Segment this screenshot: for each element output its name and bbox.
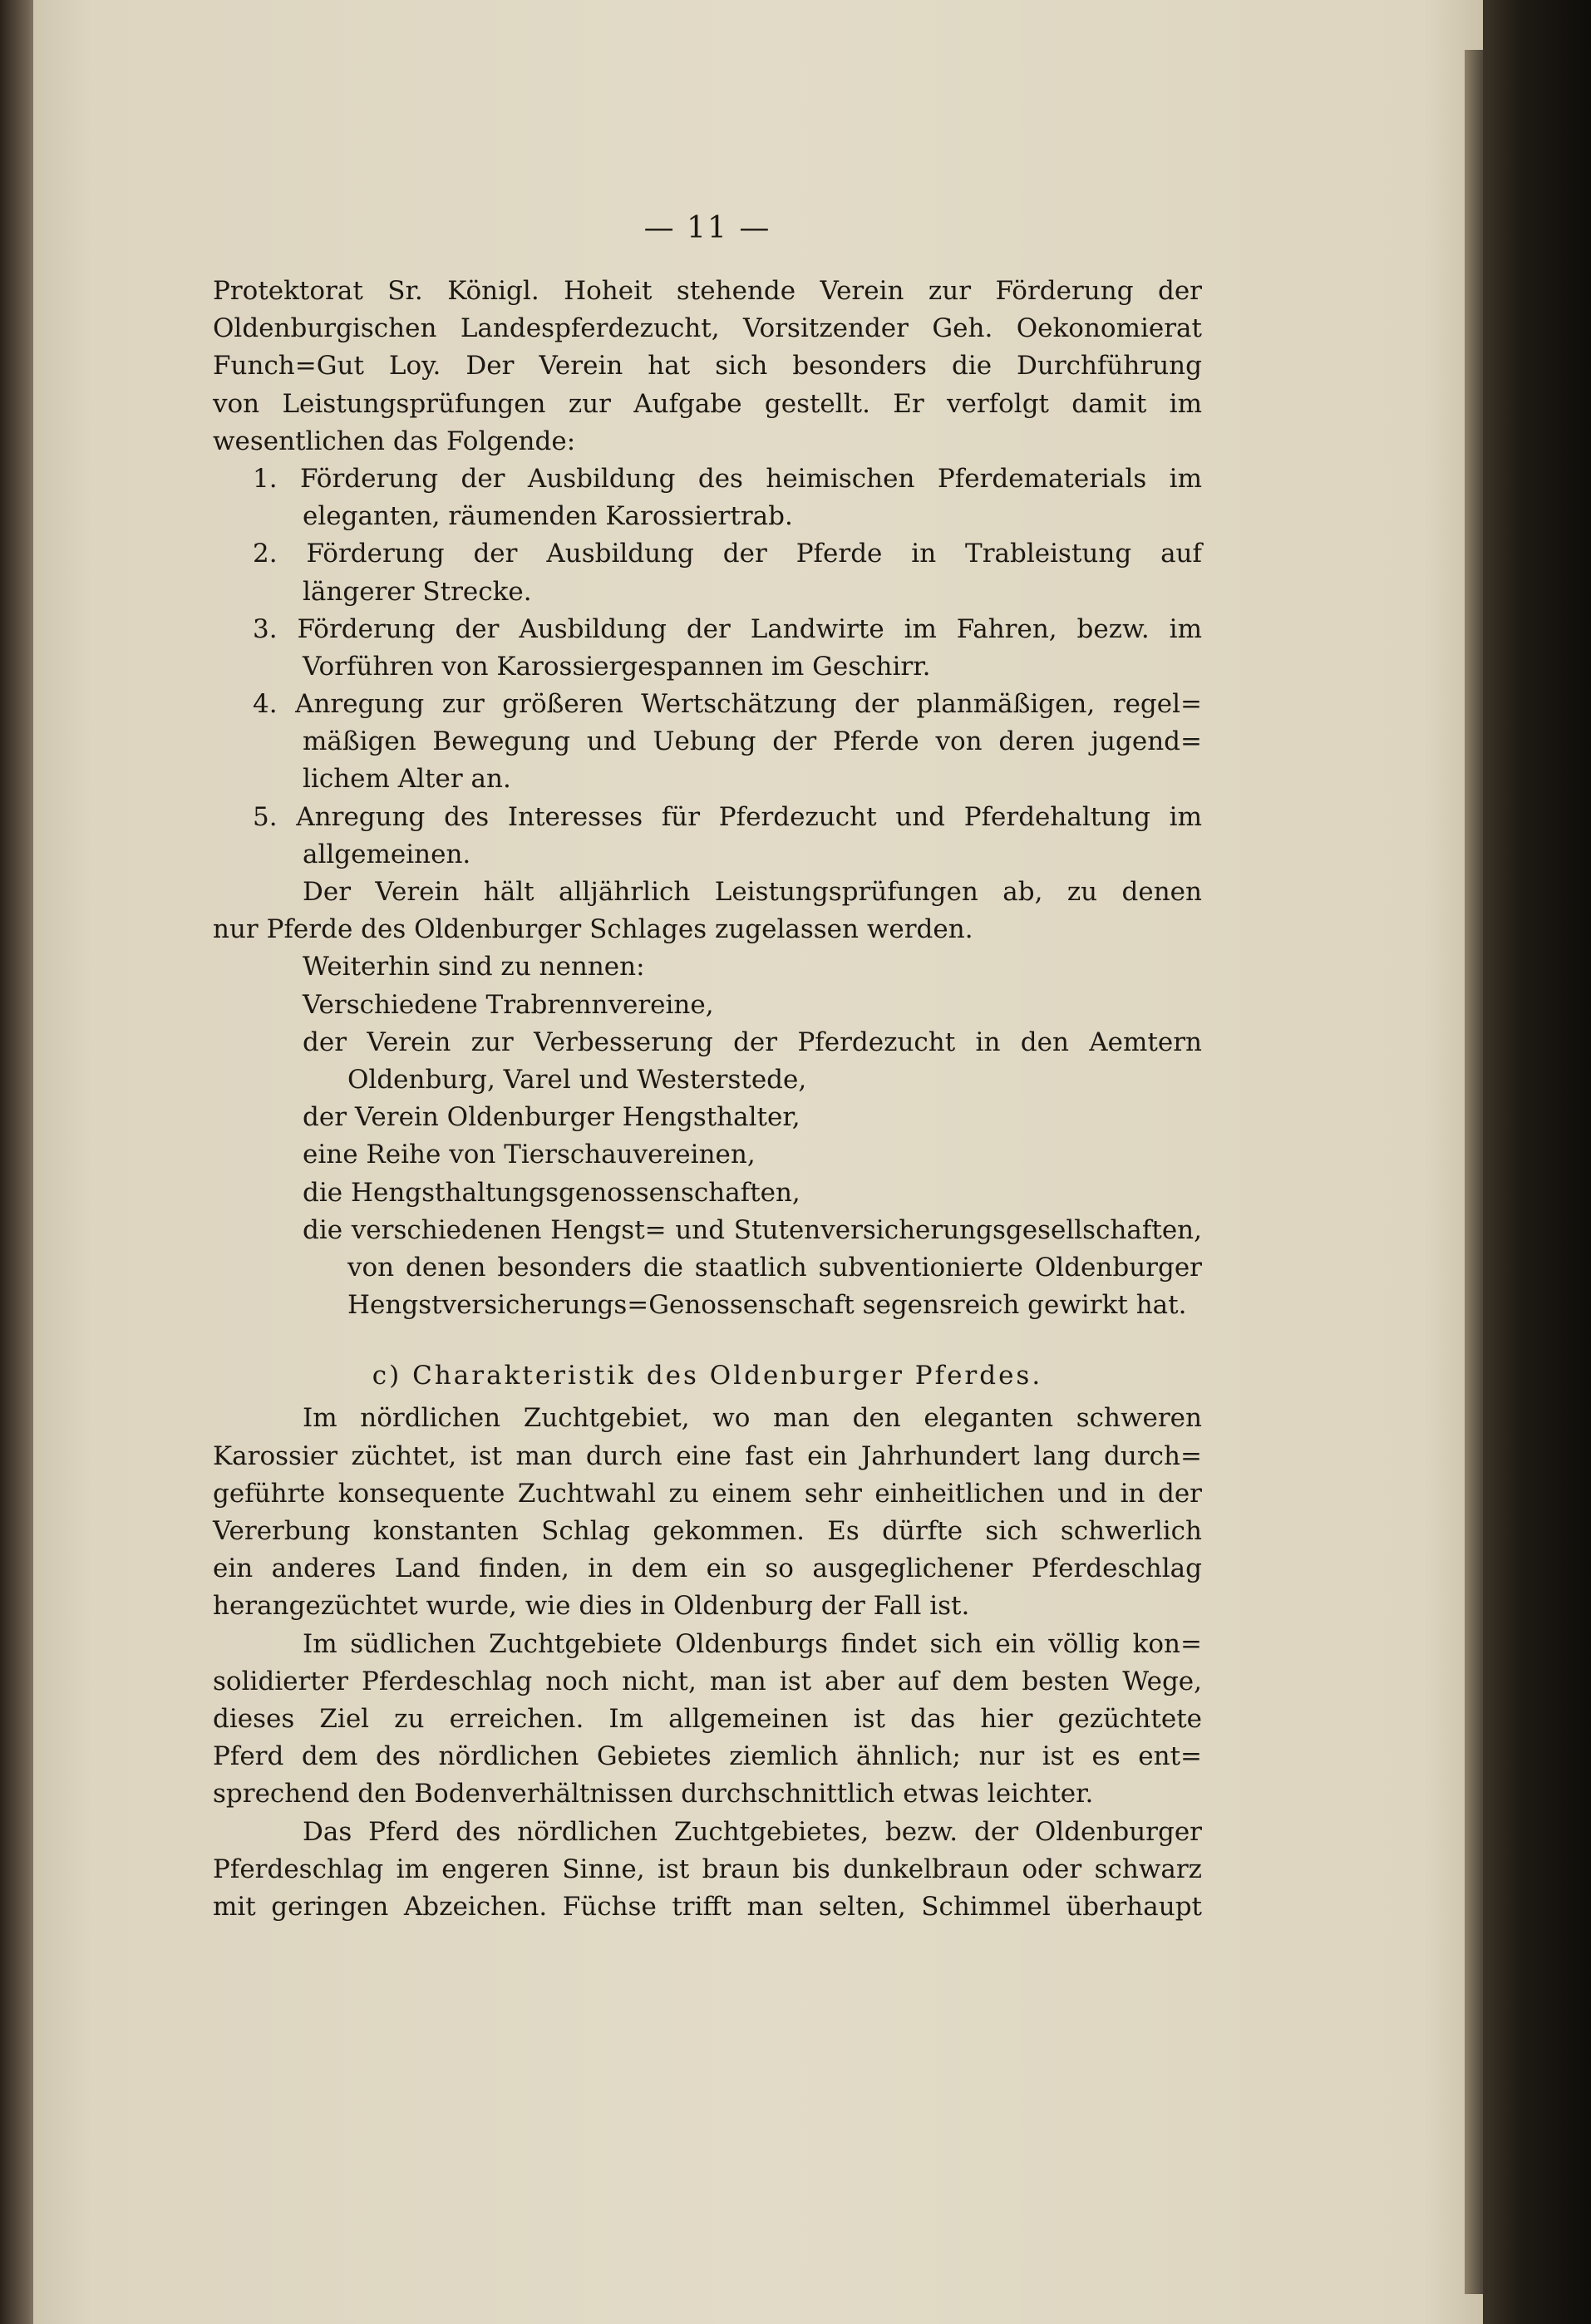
text-line: Oldenburgischen Landespferdezucht, Vorsitzender Geh. Oekonomierat	[213, 313, 1202, 344]
text-line: mit geringen Abzeichen. Füchse trifft man selten, Schimmel überhaupt	[213, 1891, 1202, 1922]
page-number: — 11 —	[643, 211, 771, 245]
section-heading: c) Charakteristik des Oldenburger Pferdes.	[372, 1361, 1043, 1391]
text-line: Karossier züchtet, ist man durch eine fast ein Jahrhundert lang durch=	[213, 1440, 1202, 1471]
list-item: der Verein zur Verbesserung der Pferdezucht in den Aemtern	[303, 1027, 1202, 1057]
institution-list	[213, 987, 1202, 1325]
text-line: solidierter Pferdeschlag noch nicht, man ist aber auf dem besten Wege,	[213, 1666, 1202, 1696]
paragraph	[213, 1814, 1202, 1927]
text-line: Der Verein hält alljährlich Leistungsprüfungen ab, zu denen	[303, 877, 1202, 907]
paragraph	[213, 948, 1202, 986]
list-item: Verschiedene Trabrennvereine,	[303, 989, 714, 1020]
list-item: eine Reihe von Tierschauvereinen,	[303, 1140, 756, 1170]
text-line: dieses Ziel zu erreichen. Im allgemeinen ist das hier gezüchtete	[213, 1703, 1202, 1734]
text-line: Das Pferd des nördlichen Zuchtgebietes, bezw. der Oldenburger	[303, 1816, 1202, 1847]
paragraph	[213, 1400, 1202, 1625]
text-line: Im südlichen Zuchtgebiete Oldenburgs findet sich ein völlig kon=	[303, 1628, 1202, 1659]
text-line: Weiterhin sind zu nennen:	[303, 952, 645, 982]
list-item: die Hengsthaltungsgenossenschaften,	[303, 1177, 800, 1208]
list-item: die verschiedenen Hengst= und Stutenversicherungsgesellschaften,	[303, 1214, 1202, 1245]
list-item: 2. Förderung der Ausbildung der Pferde in Trableistung auf	[253, 539, 1202, 569]
list-item-continuation: eleganten, räumenden Karossiertrab.	[303, 501, 793, 532]
list-item-continuation: allgemeinen.	[303, 839, 471, 869]
text-line: Im nördlichen Zuchtgebiet, wo man den eleganten schweren	[303, 1403, 1202, 1434]
text-line: Pferd dem des nördlichen Gebietes ziemlich ähnlich; nur ist es ent=	[213, 1741, 1202, 1772]
list-item-continuation: von denen besonders die staatlich subventionierte Oldenburger	[347, 1252, 1202, 1283]
list-item-continuation: längerer Strecke.	[303, 576, 532, 607]
list-item-continuation: lichem Alter an.	[303, 764, 511, 795]
text-line: Funch=Gut Loy. Der Verein hat sich besonders die Durchführung	[213, 351, 1202, 382]
numbered-list	[213, 460, 1202, 874]
paragraph	[213, 1626, 1202, 1814]
list-item: 4. Anregung zur größeren Wertschätzung der planmäßigen, regel=	[253, 689, 1202, 720]
text-line: Vererbung konstanten Schlag gekommen. Es dürfte sich schwerlich	[213, 1516, 1202, 1546]
book-edge	[1483, 0, 1591, 2324]
text-line: ein anderes Land finden, in dem ein so ausgeglichener Pferdeschlag	[213, 1553, 1202, 1584]
text-line: Pferdeschlag im engeren Sinne, ist braun bis dunkelbraun oder schwarz	[213, 1854, 1202, 1884]
page-text	[213, 211, 1202, 1926]
list-item-continuation: Hengstversicherungs=Genossenschaft segensreich gewirkt hat.	[347, 1290, 1187, 1321]
list-item-continuation: Oldenburg, Varel und Westerstede,	[347, 1064, 807, 1095]
text-line: herangezüchtet wurde, wie dies in Oldenburg der Fall ist.	[213, 1591, 970, 1622]
text-line: von Leistungsprüfungen zur Aufgabe gestellt. Er verfolgt damit im	[213, 388, 1202, 419]
paragraph-continuation	[213, 273, 1202, 460]
list-item: 3. Förderung der Ausbildung der Landwirte im Fahren, bezw. im	[253, 613, 1202, 644]
text-line: sprechend den Bodenverhältnissen durchschnittlich etwas leichter.	[213, 1779, 1094, 1809]
text-line: geführte konsequente Zuchtwahl zu einem sehr einheitlichen und in der	[213, 1478, 1202, 1509]
list-item-continuation: mäßigen Bewegung und Uebung der Pferde von deren jugend=	[303, 726, 1202, 757]
page-edge-strip	[1465, 50, 1483, 2294]
list-item: 1. Förderung der Ausbildung des heimischen Pferdematerials im	[253, 463, 1202, 494]
paragraph	[213, 874, 1202, 948]
text-line: wesentlichen das Folgende:	[213, 426, 576, 456]
list-item-continuation: Vorführen von Karossiergespannen im Geschirr.	[303, 651, 931, 682]
text-line: Protektorat Sr. Königl. Hoheit stehende Verein zur Förderung der	[213, 276, 1202, 306]
text-line: nur Pferde des Oldenburger Schlages zugelassen werden.	[213, 914, 973, 945]
list-item: 5. Anregung des Interesses für Pferdezucht und Pferdehaltung im	[253, 801, 1202, 832]
list-item: der Verein Oldenburger Hengsthalter,	[303, 1102, 800, 1133]
